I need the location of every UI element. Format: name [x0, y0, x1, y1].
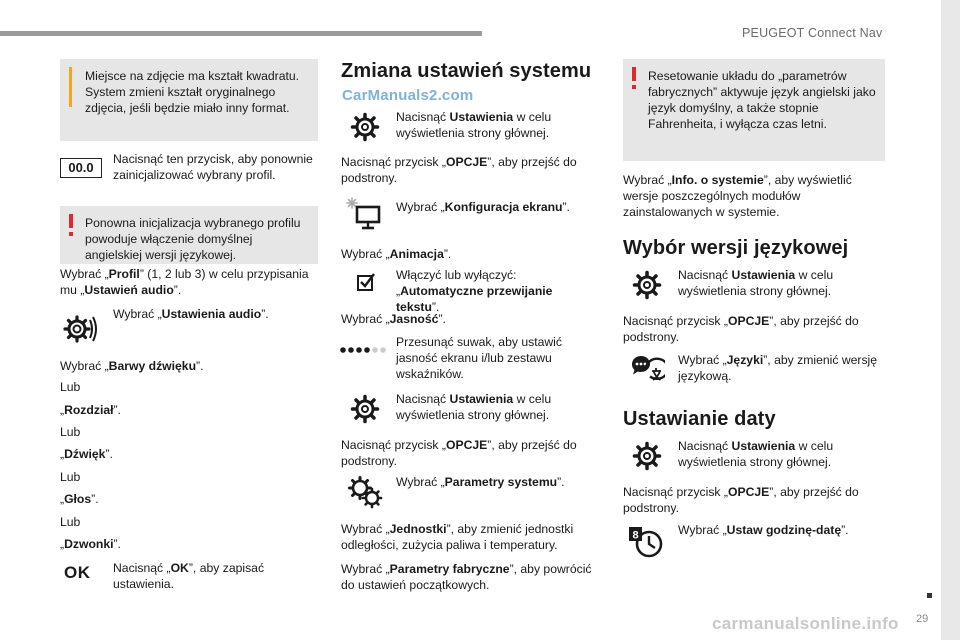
- step-units: [341, 521, 601, 553]
- options-label: OPCJE: [445, 155, 488, 169]
- text-fragment: w celu wyświetlenia strony głównej.: [396, 392, 552, 423]
- text-fragment: ”, aby zmienić jednostki odległości, zużycia paliwa i temperatury.: [341, 522, 574, 553]
- text-fragment: Nacisnąć przycisk „: [623, 485, 728, 499]
- text-fragment: ”.: [91, 492, 99, 506]
- text-fragment: w celu wyświetlenia strony głównej.: [396, 110, 552, 141]
- lang-step-options: [623, 313, 885, 345]
- distribution-label: Rozdział: [64, 403, 114, 417]
- reset-text: Nacisnąć ten przycisk, aby ponownie zainicjalizować wybrany profil.: [113, 152, 313, 183]
- text-fragment: Wybrać „: [678, 523, 727, 537]
- text-fragment: Nacisnąć: [678, 439, 732, 453]
- settings-gear-icon: [632, 270, 662, 300]
- ok-button-icon: OK: [64, 563, 91, 582]
- step-settings-1: [396, 109, 586, 141]
- text-fragment: Nacisnąć: [396, 392, 450, 406]
- watermark-bottom: carmanualsonline.info: [712, 614, 899, 633]
- text-fragment: ”.: [105, 447, 113, 461]
- text-fragment: ”.: [196, 359, 204, 373]
- text-fragment: Wybrać „: [341, 247, 390, 261]
- text-fragment: „: [60, 447, 65, 461]
- or-text: Lub: [60, 380, 81, 394]
- system-settings-icon: [346, 475, 384, 509]
- audio-settings-label: Ustawień audio: [84, 283, 174, 298]
- step-screen-config: [396, 199, 586, 215]
- text-fragment: Włączyć lub wyłączyć: „: [396, 268, 517, 299]
- text-fragment: ”.: [261, 307, 269, 321]
- voice-text: [60, 491, 99, 507]
- text-fragment: ”, aby przejść do podstrony.: [623, 485, 859, 516]
- step-settings-2: [396, 391, 586, 423]
- info-marker: [69, 67, 72, 107]
- animation-label: Animacja: [389, 247, 444, 261]
- warning-marker: [69, 214, 73, 228]
- text-fragment: Nacisnąć przycisk „: [341, 155, 446, 169]
- text-fragment: ”.: [438, 312, 446, 326]
- info-note-text: Miejsce na zdjęcie ma kształt kwadratu. System zmieni kształt oryginalnego zdjęcia, jeśli będzie miało inny format.: [85, 69, 300, 116]
- step-auto-scroll: [396, 267, 586, 315]
- text-fragment: Wybrać „: [623, 173, 672, 187]
- text-fragment: Nacisnąć: [678, 268, 732, 282]
- set-time-date-label: Ustaw godzinę-datę: [726, 523, 842, 537]
- brightness-label: Jasność: [389, 312, 439, 326]
- warning-note: [60, 206, 318, 264]
- step-slider: Przesunąć suwak, aby ustawić jasność ekranu i/lub zestawu wskaźników.: [396, 335, 562, 382]
- auto-scroll-label: Automatyczne przewijanie tekstu: [396, 284, 553, 315]
- options-label: OPCJE: [727, 485, 770, 499]
- text-fragment: Nacisnąć: [396, 110, 450, 124]
- lang-step-languages: [678, 352, 878, 384]
- text-fragment: Nacisnąć przycisk „: [623, 314, 728, 328]
- or-text: Lub: [60, 470, 81, 484]
- audio-settings-icon: [62, 312, 100, 346]
- text-fragment: „: [60, 537, 65, 551]
- date-step-set: [678, 522, 878, 538]
- text-fragment: Wybrać „: [113, 307, 162, 321]
- text-fragment: ”.: [841, 523, 849, 537]
- ok-label: OK: [170, 561, 189, 575]
- page-number: 29: [916, 613, 929, 625]
- text-fragment: ”.: [557, 475, 565, 489]
- header-rule: [0, 31, 482, 36]
- warning-note-text: Ponowna inicjalizacja wybranego profilu powoduje włączenie domyślnej angielskiej wersji językowej.: [85, 216, 301, 263]
- step-factory: [341, 561, 601, 593]
- settings-label: Ustawienia: [449, 392, 514, 406]
- warning-marker: [632, 67, 636, 81]
- brightness-slider-icon: [338, 344, 386, 356]
- text-fragment: ” (1, 2 lub 3) w celu przypisania mu „: [60, 267, 309, 298]
- text-fragment: Nacisnąć „: [113, 561, 171, 575]
- text-fragment: „: [60, 492, 65, 506]
- date-step-options: [623, 484, 885, 516]
- text-fragment: ”.: [173, 283, 182, 298]
- screen-config-icon: [343, 196, 383, 232]
- settings-label: Ustawienia: [449, 110, 514, 124]
- screen-config-label: Konfiguracja ekranu: [444, 200, 563, 214]
- factory-label: Parametry fabryczne: [389, 562, 510, 576]
- system-info-text: [623, 172, 885, 220]
- text-fragment: Nacisnąć przycisk „: [341, 438, 446, 452]
- text-fragment: ”, aby przejść do podstrony.: [341, 438, 577, 469]
- settings-gear-icon: [350, 112, 380, 142]
- text-fragment: w celu wyświetlenia strony głównej.: [678, 439, 834, 470]
- section-title-system: Zmiana ustawień systemu: [341, 60, 592, 82]
- text-fragment: Wybrać „: [341, 522, 390, 536]
- tone-label: Barwy dźwięku: [108, 359, 197, 373]
- date-step-settings: [678, 438, 878, 470]
- system-info-label: Info. o systemie: [671, 173, 764, 187]
- text-fragment: ”.: [431, 300, 440, 315]
- brand-title: PEUGEOT Connect Nav: [742, 26, 883, 40]
- text-fragment: ”, aby przejść do podstrony.: [341, 155, 577, 186]
- tone-text: [60, 358, 203, 374]
- text-fragment: Wybrać „: [60, 359, 109, 373]
- reset-button-icon: 00.0: [60, 158, 102, 178]
- clock-calendar-icon: [626, 524, 666, 560]
- settings-gear-icon: [632, 441, 662, 471]
- profile-label: Profil: [108, 267, 140, 281]
- sound-text: [60, 446, 113, 462]
- svg-text:8: 8: [632, 529, 639, 542]
- settings-label: Ustawienia: [731, 268, 796, 282]
- settings-gear-icon: [350, 394, 380, 424]
- end-marker: [927, 593, 932, 598]
- step-animation: [341, 246, 451, 262]
- side-stripe: [941, 0, 960, 640]
- audio-settings-text: [113, 306, 313, 322]
- or-text: Lub: [60, 515, 81, 529]
- text-fragment: „: [60, 403, 65, 417]
- ok-text: [113, 560, 313, 592]
- lang-step-settings: [678, 267, 878, 299]
- select-profile-text: [60, 266, 318, 298]
- distribution-text: [60, 402, 121, 418]
- text-fragment: Wybrać „: [396, 200, 445, 214]
- text-fragment: Wybrać „: [341, 312, 390, 326]
- text-fragment: Wybrać „: [396, 475, 445, 489]
- sound-label: Dźwięk: [64, 447, 106, 461]
- text-fragment: ”, aby zapisać ustawienia.: [113, 561, 265, 592]
- factory-warning-note: [623, 59, 885, 161]
- text-fragment: ”, aby przejść do podstrony.: [623, 314, 859, 345]
- settings-label: Ustawienia: [731, 439, 796, 453]
- language-icon: [629, 354, 665, 388]
- ringtones-label: Dzwonki: [64, 537, 114, 551]
- section-title-date: Ustawianie daty: [623, 408, 776, 430]
- step-brightness: [341, 311, 446, 327]
- watermark-top: CarManuals2.com: [342, 87, 474, 104]
- ringtones-text: [60, 536, 121, 552]
- factory-warning-text: Resetowanie układu do „parametrów fabrycznych” aktywuje język angielski jako język domyślny, a także stopnie Fahrenheita, i wyłącza czas letni.: [648, 69, 876, 132]
- or-text: Lub: [60, 425, 81, 439]
- text-fragment: w celu wyświetlenia strony głównej.: [678, 268, 834, 299]
- text-fragment: ”.: [113, 537, 121, 551]
- units-label: Jednostki: [389, 522, 447, 536]
- section-title-language: Wybór wersji językowej: [623, 237, 849, 259]
- checkbox-icon: [356, 272, 376, 292]
- options-label: OPCJE: [445, 438, 488, 452]
- voice-label: Głos: [64, 492, 92, 506]
- text-fragment: ”, aby powrócić do ustawień początkowych.: [341, 562, 592, 593]
- text-fragment: ”, aby zmienić wersję językową.: [678, 353, 878, 384]
- step-options-1: [341, 154, 591, 186]
- step-system-params: [396, 474, 586, 490]
- languages-label: Języki: [726, 353, 764, 367]
- text-fragment: ”.: [562, 200, 570, 214]
- options-label: OPCJE: [727, 314, 770, 328]
- text-fragment: Wybrać „: [60, 267, 109, 281]
- info-note: [60, 59, 318, 141]
- step-options-2: [341, 437, 591, 469]
- text-fragment: ”.: [443, 247, 452, 261]
- system-params-label: Parametry systemu: [444, 475, 558, 489]
- text-fragment: Wybrać „: [678, 353, 727, 367]
- audio-settings-label: Ustawienia audio: [161, 307, 262, 321]
- text-fragment: ”, aby wyświetlić wersje poszczególnych modułów zainstalowanych w systemie.: [623, 173, 852, 220]
- text-fragment: ”.: [113, 403, 121, 417]
- text-fragment: Wybrać „: [341, 562, 390, 576]
